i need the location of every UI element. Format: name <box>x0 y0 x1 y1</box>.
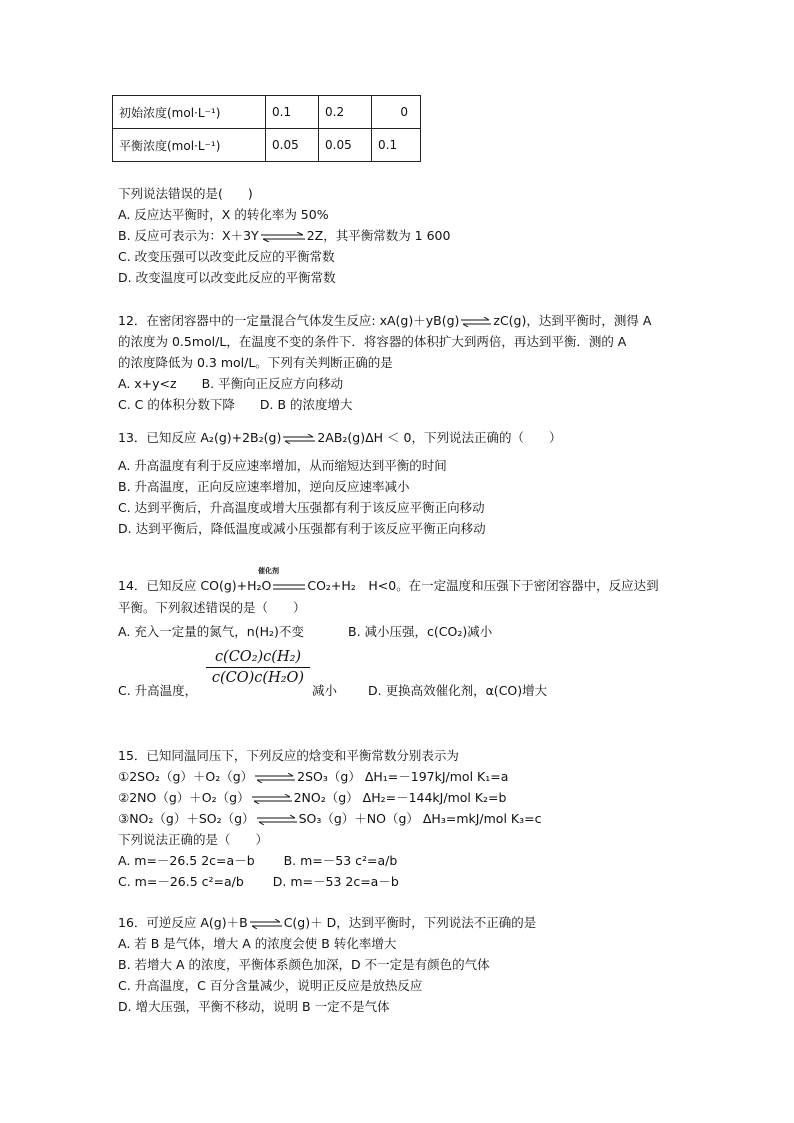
cell-eq-z: 0.1 <box>372 129 421 162</box>
cell-initial-x: 0.1 <box>266 96 319 129</box>
q13-stem <box>118 430 561 446</box>
q14-option-c-post: 减小 <box>312 683 338 698</box>
cell-initial-y: 0.2 <box>319 96 372 129</box>
q16-option-a: A. 若 B 是气体，增大 A 的浓度会使 B 转化率增大 <box>118 936 397 951</box>
reversible-arrow-icon <box>261 232 305 242</box>
fraction-denominator: c(CO)c(H₂O) <box>211 670 305 686</box>
q15-r3-pre: ③NO₂（g）＋SO₂（g） <box>118 811 255 826</box>
q15-r2-pre: ②2NO（g）＋O₂（g） <box>118 790 250 805</box>
q15-r3-post: SO₃（g）＋NO（g） ΔH₃=mkJ/mol K₃=c <box>298 811 542 826</box>
q15-reaction-2 <box>118 790 506 806</box>
fraction-numerator: c(CO₂)c(H₂) <box>206 649 310 668</box>
q14-stem-pre: 14．已知反应 CO(g)+H₂O <box>118 578 272 593</box>
q11-b-pre: B. 反应可表示为：X＋3Y <box>118 228 259 243</box>
cell-initial-z: 0 <box>372 96 421 129</box>
concentration-table <box>112 95 421 162</box>
q16-stem-pre: 16．可逆反应 A(g)＋B <box>118 915 248 930</box>
q15-r1-post: 2SO₃（g） ΔH₁=－197kJ/mol K₁=a <box>297 769 509 784</box>
table-row <box>113 129 421 162</box>
q12-line-3: 的浓度降低为 0.3 mol/L。下列有关判断正确的是 <box>118 355 393 370</box>
q15-question: 下列说法正确的是（ ） <box>118 832 269 847</box>
q16-stem-post: C(g)＋ D，达到平衡时，下列说法不正确的是 <box>283 915 537 930</box>
q14-stem-post: CO₂+H₂ H<0。在一定温度和压强下于密闭容器中，反应达到 <box>307 578 659 593</box>
q13-option-c: C. 达到平衡后，升高温度或增大压强都有利于该反应平衡正向移动 <box>118 500 485 515</box>
q11-option-d: D. 改变温度可以改变此反应的平衡常数 <box>118 270 336 285</box>
q16-option-b: B. 若增大 A 的浓度，平衡体系颜色加深，D 不一定是有颜色的气体 <box>118 957 490 972</box>
q11-b-post: 2Z，其平衡常数为 1 600 <box>306 228 451 243</box>
q12-options-ab: A. x+y<z B. 平衡向正反应方向移动 <box>118 376 344 391</box>
row-label-equilibrium: 平衡浓度(mol·L⁻¹) <box>113 129 266 162</box>
q12-l1-post: zC(g)，达到平衡时，测得 A <box>493 313 652 328</box>
table-row <box>113 96 421 129</box>
concentration-ratio-fraction <box>206 649 310 686</box>
q14-option-c-pre: C. 升高温度， <box>118 683 198 698</box>
q15-stem: 15．已知同温同压下，下列反应的焓变和平衡常数分别表示为 <box>118 748 459 763</box>
q14-option-d: D. 更换高效催化剂，α(CO)增大 <box>368 683 548 698</box>
cell-eq-y: 0.05 <box>319 129 372 162</box>
row-label-initial: 初始浓度(mol·L⁻¹) <box>113 96 266 129</box>
q15-reaction-3 <box>118 811 541 827</box>
q12-line-2: 的浓度为 0.5mol/L，在温度不变的条件下．将容器的体积扩大到两倍，再达到平衡．测的 A <box>118 334 627 349</box>
q14-option-a: A. 充入一定量的氮气，n(H₂)不变 <box>118 624 304 639</box>
q14-line-2: 平衡。下列叙述错误的是（ ） <box>118 600 306 615</box>
reversible-arrow-icon <box>257 815 297 825</box>
q16-stem <box>118 915 536 931</box>
q13-option-a: A. 升高温度有利于反应速率增加，从而缩短达到平衡的时间 <box>118 458 447 473</box>
q15-r2-post: 2NO₂（g） ΔH₂=－144kJ/mol K₂=b <box>293 790 507 805</box>
cell-eq-x: 0.05 <box>266 129 319 162</box>
reversible-arrow-icon <box>255 773 295 783</box>
q15-options-cd: C. m=－26.5 c²=a/b D. m=－53 2c=a－b <box>118 874 399 889</box>
equal-arrow-icon <box>273 583 305 591</box>
q15-r1-pre: ①2SO₂（g）＋O₂（g） <box>118 769 254 784</box>
reversible-arrow-icon <box>283 434 315 444</box>
q12-line-1 <box>118 313 651 329</box>
q16-option-d: D. 增大压强，平衡不移动，说明 B 一定不是气体 <box>118 999 390 1014</box>
q15-options-ab: A. m=－26.5 2c=a－b B. m=－53 c²=a/b <box>118 853 398 868</box>
reversible-arrow-icon <box>252 794 292 804</box>
q13-option-d: D. 达到平衡后，降低温度或减小压强都有利于该反应平衡正向移动 <box>118 521 486 536</box>
q14-stem <box>118 578 659 594</box>
q13-stem-post: 2AB₂(g)ΔH ＜ 0，下列说法正确的（ ） <box>317 430 562 445</box>
q15-reaction-1 <box>118 769 508 785</box>
q12-l1-pre: 12．在密闭容器中的一定量混合气体发生反应: xA(g)＋yB(g) <box>118 313 460 328</box>
q11-option-c: C. 改变压强可以改变此反应的平衡常数 <box>118 249 335 264</box>
q13-stem-pre: 13．已知反应 A₂(g)+2B₂(g) <box>118 430 282 445</box>
reversible-arrow-icon <box>461 317 491 327</box>
q16-option-c: C. 升高温度，C 百分含量减少，说明正反应是放热反应 <box>118 978 423 993</box>
catalyst-label: 催化剂 <box>258 567 279 575</box>
q14-option-b: B. 减小压强，c(CO₂)减小 <box>348 624 493 639</box>
reversible-arrow-icon <box>250 919 282 929</box>
q12-options-cd: C. C 的体积分数下降 D. B 的浓度增大 <box>118 397 353 412</box>
q11-option-a: A. 反应达平衡时，X 的转化率为 50% <box>118 207 329 222</box>
q11-option-b <box>118 228 450 244</box>
q11-stem: 下列说法错误的是( ) <box>118 186 253 201</box>
q13-option-b: B. 升高温度，正向反应速率增加，逆向反应速率减小 <box>118 479 410 494</box>
